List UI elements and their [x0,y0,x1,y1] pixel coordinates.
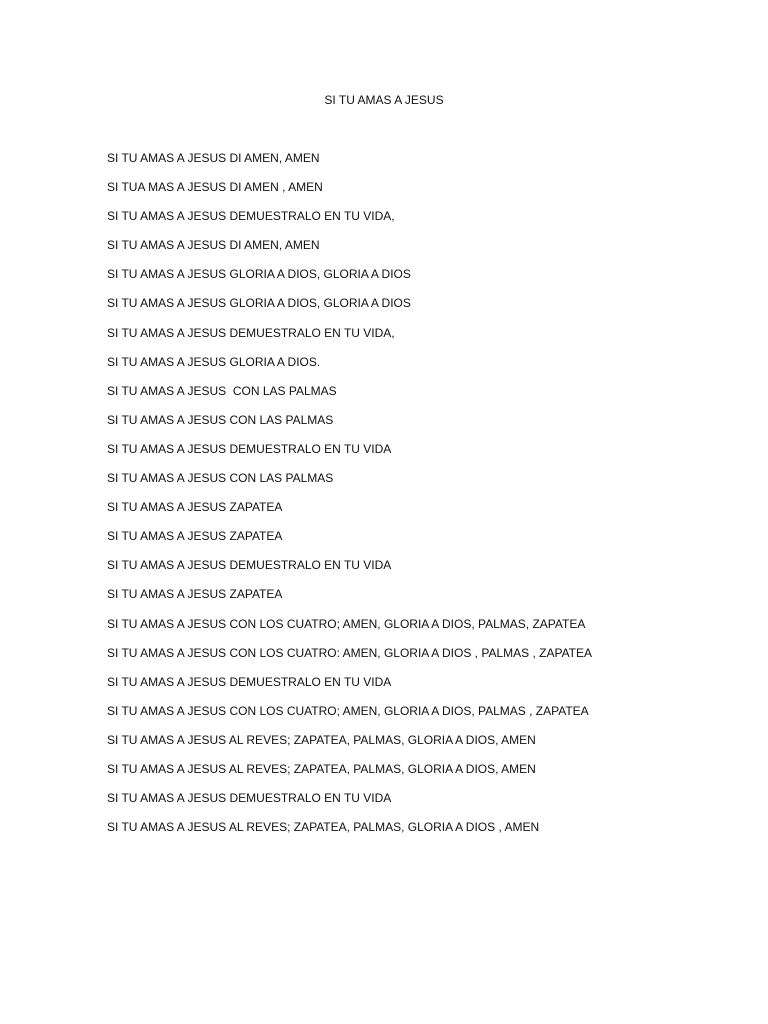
lyric-line: SI TU AMAS A JESUS CON LOS CUATRO: AMEN, GLORIA A DIOS , PALMAS , ZAPATEA [107,645,593,660]
lyric-line: SI TU AMAS A JESUS CON LAS PALMAS [107,471,334,486]
lyric-line: SI TU AMAS A JESUS DEMUESTRALO EN TU VIDA [107,441,392,456]
lyric-line: SI TU AMAS A JESUS DEMUESTRALO EN TU VIDA [107,674,392,689]
lyric-line: SI TU AMAS A JESUS AL REVES; ZAPATEA, PALMAS, GLORIA A DIOS , AMEN [107,820,540,835]
lyric-line: SI TU AMAS A JESUS AL REVES; ZAPATEA, PALMAS, GLORIA A DIOS, AMEN [107,732,536,747]
lyric-line: SI TU AMAS A JESUS DEMUESTRALO EN TU VIDA, [107,325,395,340]
lyric-line: SI TU AMAS A JESUS CON LOS CUATRO; AMEN, GLORIA A DIOS, PALMAS, ZAPATEA [107,616,586,631]
lyric-line: SI TU AMAS A JESUS CON LAS PALMAS [107,383,337,398]
lyric-line: SI TU AMAS A JESUS DI AMEN, AMEN [107,151,320,165]
lyrics-list [107,149,592,847]
lyric-line: SI TU AMAS A JESUS DEMUESTRALO EN TU VIDA, [107,209,395,224]
document-title: SI TU AMAS A JESUS [324,93,444,107]
lyric-line: SI TU AMAS A JESUS AL REVES; ZAPATEA, PALMAS, GLORIA A DIOS, AMEN [107,761,536,776]
lyric-line: SI TU AMAS A JESUS GLORIA A DIOS, GLORIA A DIOS [107,267,411,282]
lyric-line: SI TU AMAS A JESUS ZAPATEA [107,500,283,515]
lyric-line: SI TU AMAS A JESUS DI AMEN, AMEN [107,238,320,253]
lyric-line: SI TU AMAS A JESUS CON LOS CUATRO; AMEN, GLORIA A DIOS, PALMAS , ZAPATEA [107,703,589,718]
lyric-line: SI TU AMAS A JESUS CON LAS PALMAS [107,412,334,427]
lyric-line: SI TU AMAS A JESUS GLORIA A DIOS. [107,354,321,369]
lyric-line: SI TUA MAS A JESUS DI AMEN , AMEN [107,180,323,195]
lyric-line: SI TU AMAS A JESUS DEMUESTRALO EN TU VIDA [107,791,392,806]
lyric-line: SI TU AMAS A JESUS DEMUESTRALO EN TU VIDA [107,558,392,573]
lyric-line: SI TU AMAS A JESUS ZAPATEA [107,587,283,602]
lyric-line: SI TU AMAS A JESUS GLORIA A DIOS, GLORIA A DIOS [107,296,411,311]
lyric-line: SI TU AMAS A JESUS ZAPATEA [107,529,283,544]
